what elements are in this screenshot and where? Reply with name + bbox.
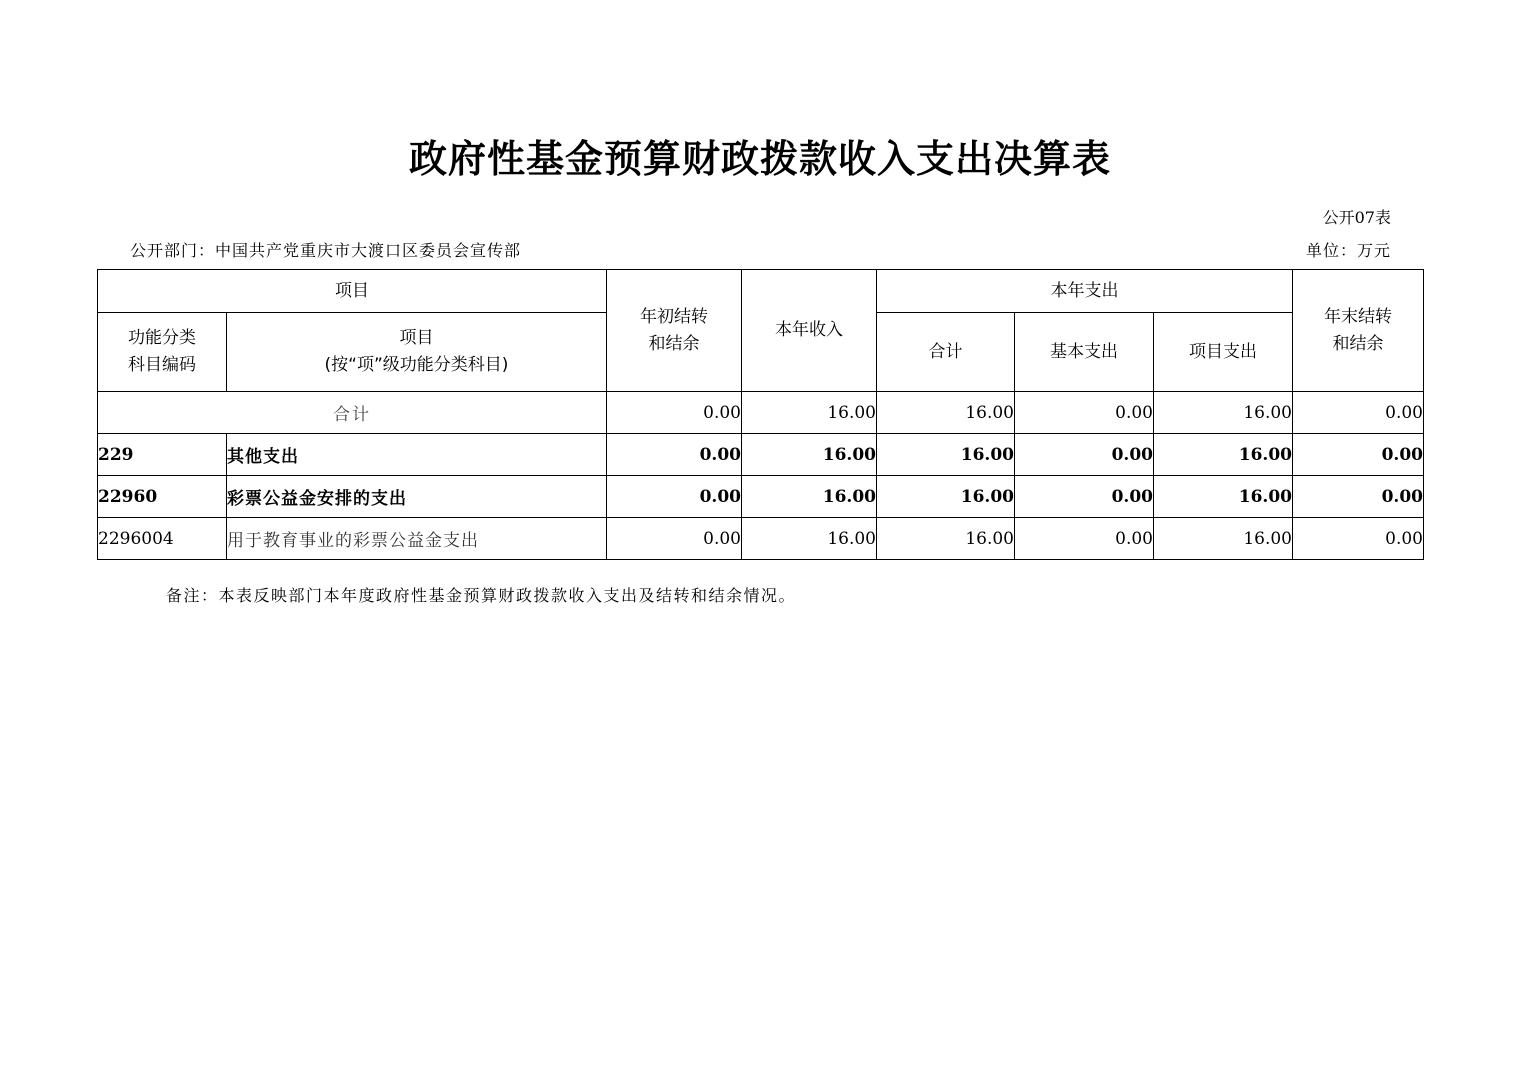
header-opening-line1: 年初结转: [640, 306, 708, 327]
cell-exp-project: 16.00: [1154, 518, 1293, 560]
cell-opening: 0.00: [607, 392, 742, 434]
cell-closing: 0.00: [1293, 518, 1424, 560]
header-item-line1: 项目: [399, 328, 434, 348]
row-name: 合计: [98, 392, 607, 434]
table-row: [98, 434, 1424, 476]
row-code: 2296004: [98, 518, 227, 560]
cell-exp-total: 16.00: [877, 434, 1015, 476]
cell-exp-basic: 0.00: [1015, 392, 1154, 434]
row-name: 用于教育事业的彩票公益金支出: [227, 518, 607, 560]
cell-exp-project: 16.00: [1154, 476, 1293, 518]
row-code: 22960: [98, 476, 227, 518]
row-name: 其他支出: [227, 434, 607, 476]
cell-opening: 0.00: [607, 476, 742, 518]
header-code-line2: 科目编码: [128, 355, 196, 375]
header-code: [98, 313, 227, 392]
row-name: 彩票公益金安排的支出: [227, 476, 607, 518]
header-opening-balance: [607, 270, 742, 392]
cell-closing: 0.00: [1293, 434, 1424, 476]
cell-exp-project: 16.00: [1154, 392, 1293, 434]
header-income: 本年收入: [742, 270, 877, 392]
header-item: [227, 313, 607, 392]
cell-income: 16.00: [742, 392, 877, 434]
cell-opening: 0.00: [607, 518, 742, 560]
footnote: 备注：本表反映部门本年度政府性基金预算财政拨款收入支出及结转和结余情况。: [166, 586, 797, 605]
header-closing-line1: 年末结转: [1324, 306, 1392, 327]
cell-exp-basic: 0.00: [1015, 476, 1154, 518]
header-closing-balance: [1293, 270, 1424, 392]
cell-exp-total: 16.00: [877, 392, 1015, 434]
header-expense-group: 本年支出: [877, 270, 1293, 313]
header-opening-line2: 和结余: [648, 333, 700, 354]
header-code-line1: 功能分类: [128, 328, 196, 348]
cell-income: 16.00: [742, 476, 877, 518]
table-number: 公开07表: [1322, 208, 1391, 227]
page-title: 政府性基金预算财政拨款收入支出决算表: [408, 137, 1111, 181]
cell-opening: 0.00: [607, 434, 742, 476]
cell-exp-total: 16.00: [877, 476, 1015, 518]
header-closing-line2: 和结余: [1332, 333, 1384, 354]
cell-exp-project: 16.00: [1154, 434, 1293, 476]
cell-income: 16.00: [742, 434, 877, 476]
table-row: [98, 476, 1424, 518]
cell-exp-basic: 0.00: [1015, 434, 1154, 476]
cell-exp-basic: 0.00: [1015, 518, 1154, 560]
department-label: 公开部门：中国共产党重庆市大渡口区委员会宣传部: [130, 241, 522, 260]
row-code: 229: [98, 434, 227, 476]
cell-closing: 0.00: [1293, 392, 1424, 434]
unit-label: 单位：万元: [1305, 241, 1391, 260]
cell-closing: 0.00: [1293, 476, 1424, 518]
header-exp-project: 项目支出: [1154, 313, 1293, 392]
table-row-total: [98, 392, 1424, 434]
cell-exp-total: 16.00: [877, 518, 1015, 560]
header-item-line2: (按“项”级功能分类科目): [324, 355, 509, 375]
header-exp-total: 合计: [877, 313, 1015, 392]
header-exp-basic: 基本支出: [1015, 313, 1154, 392]
table-row: [98, 518, 1424, 560]
budget-table: [97, 269, 1424, 560]
cell-income: 16.00: [742, 518, 877, 560]
header-project-group: 项目: [98, 270, 607, 313]
